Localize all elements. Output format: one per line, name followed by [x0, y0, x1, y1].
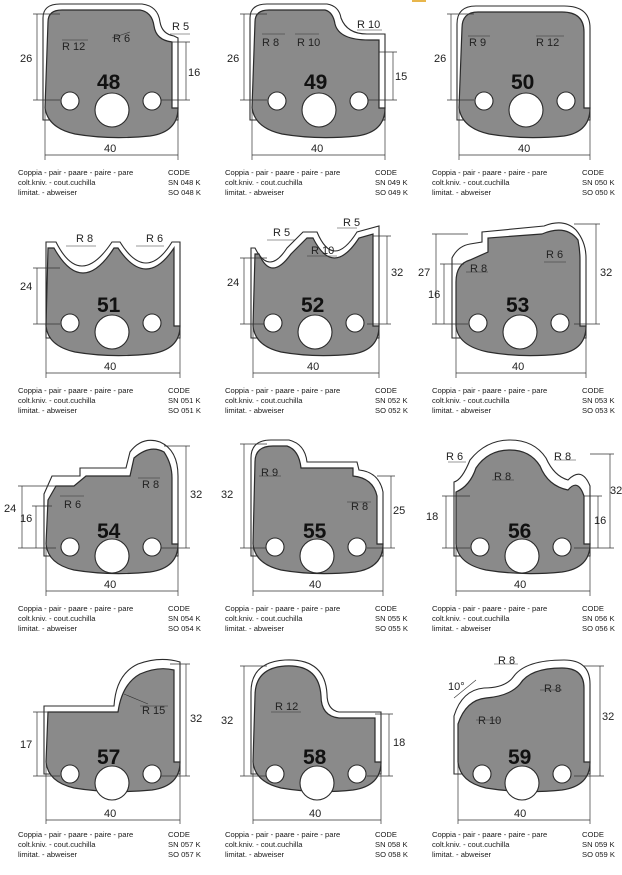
profile-number: 54 — [97, 520, 121, 543]
width-dimension: 40 — [514, 579, 527, 591]
width-dimension: 40 — [104, 361, 117, 373]
radius-label: R 12 — [62, 41, 86, 53]
side-dimension: 32 — [190, 489, 203, 501]
side-dimension: 18 — [393, 737, 406, 749]
profile-card-53 — [414, 218, 621, 436]
radius-label: R 8 — [498, 655, 516, 667]
profile-number: 58 — [303, 746, 327, 769]
radius-label: R 5 — [273, 227, 291, 239]
code-block: CODE SN 048 K SO 048 K — [168, 168, 201, 197]
radius-label: R 10 — [297, 37, 321, 49]
profile-card-49 — [207, 0, 414, 218]
profile-card-51 — [0, 218, 207, 436]
profile-number: 59 — [508, 746, 532, 769]
radius-label: R 9 — [469, 37, 487, 49]
width-dimension: 40 — [104, 808, 117, 820]
radius-label: R 8 — [142, 479, 160, 491]
height-dimension: 24 — [20, 281, 33, 293]
side-dimension: 15 — [395, 71, 408, 83]
height-dimension: 24 — [227, 277, 240, 289]
profile-card-48 — [0, 0, 207, 218]
code-block: CODE SN 049 K SO 049 K — [375, 168, 408, 197]
profile-number: 57 — [97, 746, 121, 769]
caption-text: Coppia - pair - paare - paire - pare colt.kniv. - cout.cuchilla limitat. - abweiser — [432, 168, 548, 197]
profile-card-50 — [414, 0, 621, 218]
height-dimension: 24 — [4, 503, 17, 515]
angle-label: 10° — [448, 681, 465, 693]
radius-label: R 12 — [536, 37, 560, 49]
width-dimension: 40 — [309, 579, 322, 591]
profile-card-54 — [0, 436, 207, 654]
width-dimension: 40 — [514, 808, 527, 820]
radius-label: R 8 — [494, 471, 512, 483]
profile-number: 52 — [301, 294, 325, 317]
inner-dimension: 16 — [428, 289, 441, 301]
width-dimension: 40 — [309, 808, 322, 820]
side-dimension: 32 — [391, 267, 404, 279]
radius-label: R 8 — [544, 683, 562, 695]
height-dimension: 32 — [221, 489, 234, 501]
profile-number: 49 — [304, 71, 328, 94]
profile-number: 48 — [97, 71, 121, 94]
profile-card-58 — [207, 654, 414, 872]
height-dimension: 18 — [426, 511, 439, 523]
caption-text: Coppia - pair - paare - paire - pare colt.kniv. - cout.cuchilla limitat. - abweiser — [225, 604, 341, 633]
code-block: CODE SN 059 K SO 059 K — [582, 830, 615, 859]
side-dimension: 16 — [188, 67, 201, 79]
caption-text: Coppia - pair - paare - paire - pare colt.kniv. - cout.cuchilla limitat. - abweiser — [225, 830, 341, 859]
radius-label: R 10 — [478, 715, 502, 727]
width-dimension: 40 — [518, 143, 531, 155]
radius-label: R 12 — [275, 701, 299, 713]
side-dimension: 25 — [393, 505, 406, 517]
profile-number: 51 — [97, 294, 121, 317]
caption-text: Coppia - pair - paare - paire - pare colt.kniv. - cout.cuchilla limitat. - abweiser — [18, 604, 134, 633]
code-block: CODE SN 052 K SO 052 K — [375, 386, 408, 415]
radius-label: R 8 — [554, 451, 572, 463]
caption-text: Coppia - pair - paare - paire - pare colt.kniv. - cout.cuchilla limitat. - abweiser — [18, 386, 134, 415]
profile-number: 53 — [506, 294, 530, 317]
code-block: CODE SN 055 K SO 055 K — [375, 604, 408, 633]
radius-label: R 10 — [311, 245, 335, 257]
caption-text: Coppia - pair - paare - paire - pare colt.kniv. - cout.cuchilla limitat. - abweiser — [225, 386, 341, 415]
inner-dimension: 16 — [20, 513, 33, 525]
profile-number: 50 — [511, 71, 535, 94]
height-dimension: 26 — [227, 53, 240, 65]
code-block: CODE SN 054 K SO 054 K — [168, 604, 201, 633]
radius-label: R 9 — [261, 467, 279, 479]
caption-text: Coppia - pair - paare - paire - pare colt.kniv. - cout.cuchilla limitat. - abweiser — [18, 830, 134, 859]
code-block: CODE SN 056 K SO 056 K — [582, 604, 615, 633]
profile-number: 55 — [303, 520, 327, 543]
side-dimension: 32 — [600, 267, 613, 279]
profile-card-57 — [0, 654, 207, 872]
radius-label: R 8 — [262, 37, 280, 49]
radius-label: R 5 — [343, 217, 361, 229]
code-block: CODE SN 050 K SO 050 K — [582, 168, 615, 197]
code-block: CODE SN 058 K SO 058 K — [375, 830, 408, 859]
radius-label: R 10 — [357, 19, 381, 31]
radius-label: R 8 — [351, 501, 369, 513]
width-dimension: 40 — [512, 361, 525, 373]
side-dimension-secondary: 16 — [594, 515, 607, 527]
caption-text: Coppia - pair - paare - paire - pare colt.kniv. - cout.cuchilla limitat. - abweiser — [432, 604, 548, 633]
profile-card-59 — [414, 654, 621, 872]
code-block: CODE SN 051 K SO 051 K — [168, 386, 201, 415]
width-dimension: 40 — [104, 143, 117, 155]
caption-text: Coppia - pair - paare - paire - pare colt.kniv. - cout.cuchilla limitat. - abweiser — [18, 168, 134, 197]
width-dimension: 40 — [307, 361, 320, 373]
side-dimension: 32 — [602, 711, 615, 723]
side-dimension: 32 — [190, 713, 203, 725]
height-dimension: 27 — [418, 267, 431, 279]
profile-card-56 — [414, 436, 621, 654]
caption-text: Coppia - pair - paare - paire - pare colt.kniv. - cout.cuchilla limitat. - abweiser — [432, 830, 548, 859]
radius-label: R 6 — [446, 451, 464, 463]
height-dimension: 26 — [434, 53, 447, 65]
caption-text: Coppia - pair - paare - paire - pare colt.kniv. - cout.cuchilla limitat. - abweiser — [225, 168, 341, 197]
radius-label: R 15 — [142, 705, 166, 717]
height-dimension: 17 — [20, 739, 33, 751]
height-dimension: 32 — [221, 715, 234, 727]
code-block: CODE SN 057 K SO 057 K — [168, 830, 201, 859]
profile-number: 56 — [508, 520, 532, 543]
width-dimension: 40 — [104, 579, 117, 591]
radius-label: R 6 — [64, 499, 82, 511]
height-dimension: 26 — [20, 53, 33, 65]
profile-card-55 — [207, 436, 414, 654]
radius-label: R 8 — [76, 233, 94, 245]
profile-card-52 — [207, 218, 414, 436]
radius-label: R 6 — [546, 249, 564, 261]
radius-label: R 6 — [146, 233, 164, 245]
radius-label: R 8 — [470, 263, 488, 275]
radius-label: R 5 — [172, 21, 190, 33]
side-dimension: 32 — [610, 485, 622, 497]
code-block: CODE SN 053 K SO 053 K — [582, 386, 615, 415]
width-dimension: 40 — [311, 143, 324, 155]
caption-text: Coppia - pair - paare - paire - pare colt.kniv. - cout.cuchilla limitat. - abweiser — [432, 386, 548, 415]
radius-label: R 6 — [113, 33, 131, 45]
